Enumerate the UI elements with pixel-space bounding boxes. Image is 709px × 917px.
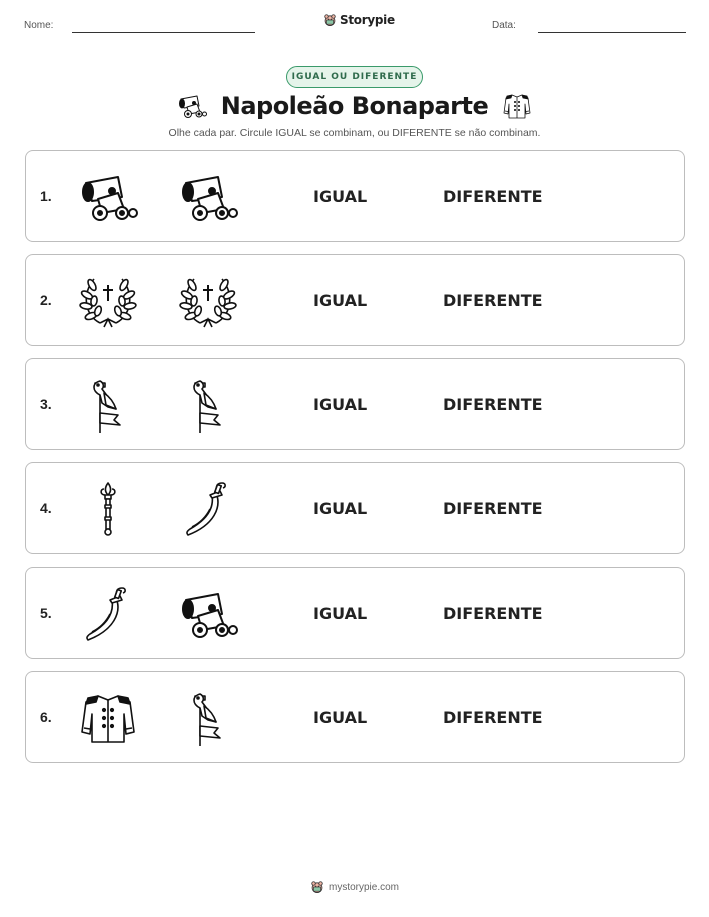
cannon-icon — [178, 584, 238, 644]
date-write-line[interactable] — [538, 32, 686, 33]
question-number: 2. — [40, 292, 52, 308]
question-number: 6. — [40, 709, 52, 725]
igual-option[interactable]: IGUAL — [313, 499, 368, 518]
igual-option[interactable]: IGUAL — [313, 395, 368, 414]
date-label: Data: — [492, 20, 516, 31]
storypie-logo-icon — [310, 880, 324, 894]
question-row — [25, 671, 685, 763]
cannon-icon — [175, 91, 209, 121]
worksheet-type-badge: IGUAL OU DIFERENTE — [286, 66, 423, 88]
diferente-option[interactable]: DIFERENTE — [443, 395, 543, 414]
footer — [0, 880, 709, 894]
diferente-option[interactable]: DIFERENTE — [443, 499, 543, 518]
title-row — [0, 91, 709, 121]
eagle-standard-icon — [178, 688, 238, 748]
diferente-option[interactable]: DIFERENTE — [443, 604, 543, 623]
question-number: 3. — [40, 396, 52, 412]
question-row — [25, 567, 685, 659]
diferente-option[interactable]: DIFERENTE — [443, 708, 543, 727]
igual-option[interactable]: IGUAL — [313, 604, 368, 623]
question-number: 4. — [40, 500, 52, 516]
page-title: Napoleão Bonaparte — [220, 92, 489, 120]
eagle-standard-icon — [78, 375, 138, 435]
diferente-option[interactable]: DIFERENTE — [443, 291, 543, 310]
question-row — [25, 254, 685, 346]
footer-url: mystorypie.com — [328, 881, 399, 893]
scepter-icon — [78, 479, 138, 539]
question-row — [25, 358, 685, 450]
cannon-icon — [78, 167, 138, 227]
question-number: 5. — [40, 605, 52, 621]
storypie-logo-icon — [323, 13, 337, 27]
cannon-icon — [178, 167, 238, 227]
eagle-standard-icon — [178, 375, 238, 435]
saber-icon — [78, 584, 138, 644]
instructions: Olhe cada par. Circule IGUAL se combinam, ou DIFERENTE se não combinam. — [168, 127, 541, 139]
laurel-wreath-icon — [78, 271, 138, 331]
saber-icon — [178, 479, 238, 539]
diferente-option[interactable]: DIFERENTE — [443, 187, 543, 206]
igual-option[interactable]: IGUAL — [313, 187, 368, 206]
question-row — [25, 462, 685, 554]
brand-name: Storypie — [340, 13, 395, 27]
igual-option[interactable]: IGUAL — [313, 708, 368, 727]
igual-option[interactable]: IGUAL — [313, 291, 368, 310]
name-label: Nome: — [24, 20, 54, 31]
brand-logo — [323, 13, 395, 27]
laurel-wreath-icon — [178, 271, 238, 331]
question-number: 1. — [40, 188, 52, 204]
military-jacket-icon — [500, 91, 534, 121]
military-jacket-icon — [78, 688, 138, 748]
question-row — [25, 150, 685, 242]
name-write-line[interactable] — [72, 32, 255, 33]
